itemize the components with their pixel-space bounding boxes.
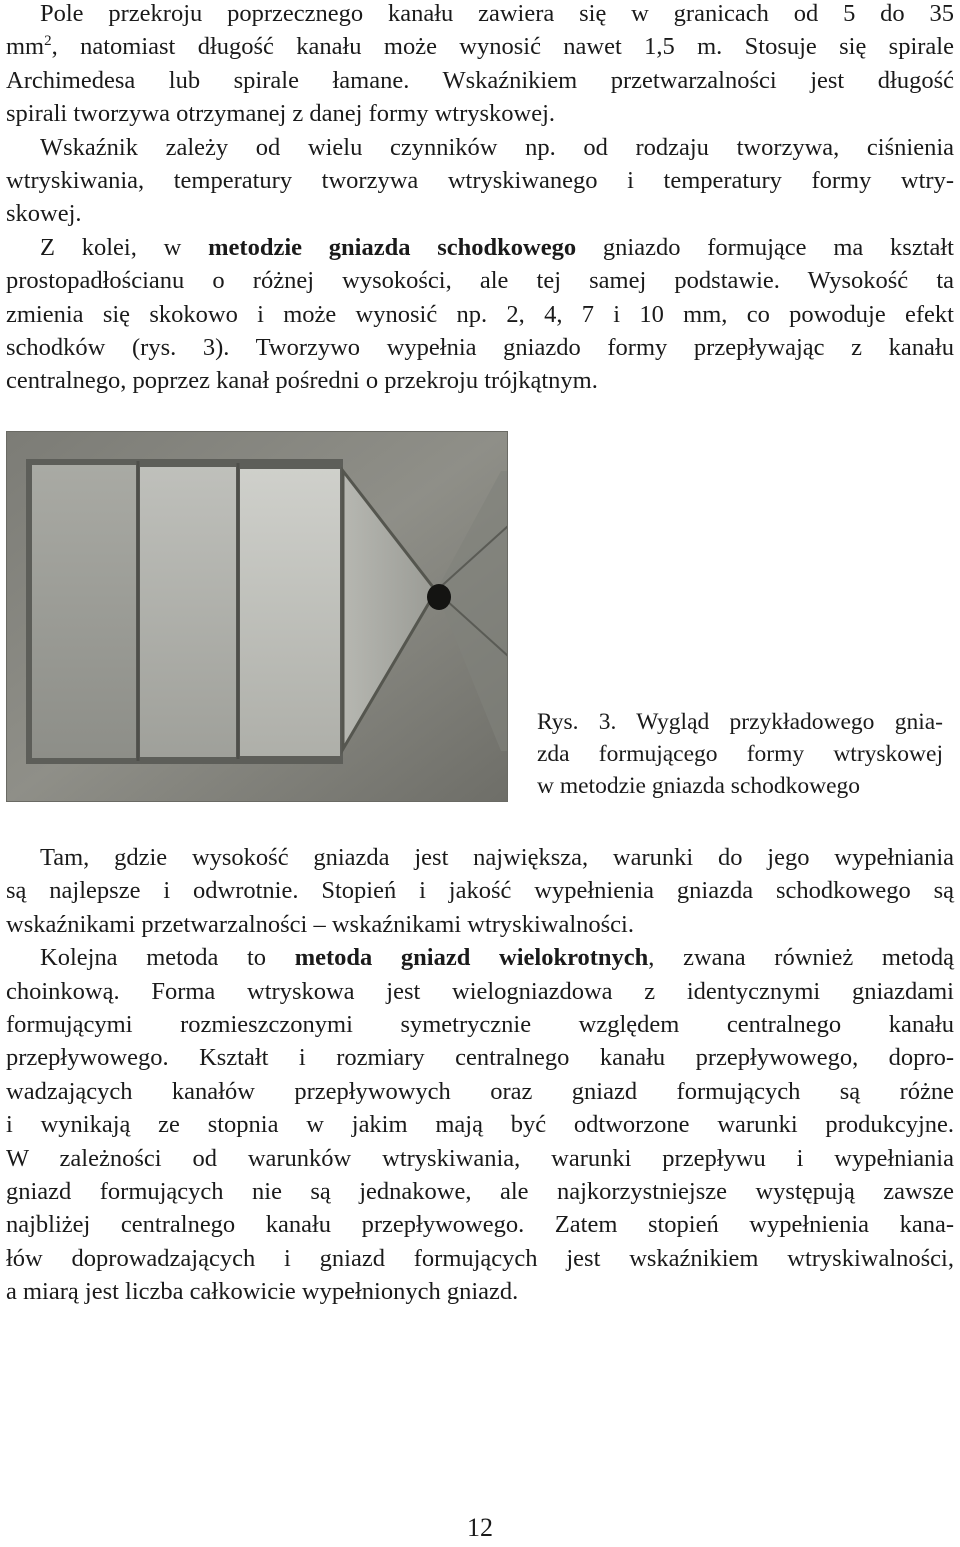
- text-line: [6, 231, 954, 264]
- text-line: łów doprowadzających i gniazd formujących jest wskaźnikiem wtryskiwalności,: [6, 1244, 954, 1272]
- text-fragment: mm: [6, 33, 45, 61]
- text-fragment: , zwana również metodą: [648, 944, 954, 972]
- superscript: 2: [44, 33, 52, 50]
- figure-caption: [537, 706, 943, 802]
- text-line: wadzających kanałów przepływowych oraz gniazd formujących są różne: [6, 1077, 954, 1105]
- text-line: wtryskiwania, temperatury tworzywa wtryskiwanego i temperatury formy wtry-: [6, 167, 954, 195]
- text-line: choinkową. Forma wtryskowa jest wielogniazdowa z identycznymi gniazdami: [6, 977, 954, 1005]
- text-line: i wynikają ze stopnia w jakim mają być odtworzone warunki produkcyjne.: [6, 1111, 954, 1139]
- text-line: [6, 30, 954, 63]
- text-line: Wskaźnik zależy od wielu czynników np. od rodzaju tworzywa, ciśnienia: [40, 133, 954, 161]
- text-line: centralnego, poprzez kanał pośredni o przekroju trójkątnym.: [6, 367, 598, 395]
- text-line: Pole przekroju poprzecznego kanału zawiera się w granicach od 5 do 35: [40, 0, 954, 27]
- caption-line: zda formującego formy wtryskowej: [537, 741, 943, 767]
- text-line: spirali tworzywa otrzymanej z danej formy wtryskowej.: [6, 100, 556, 128]
- text-fragment: Kolejna metoda to: [40, 944, 295, 972]
- text-line: prostopadłościanu o różnej wysokości, ale tej samej podstawie. Wysokość ta: [6, 267, 954, 295]
- text-line: Tam, gdzie wysokość gniazda jest największa, warunki do jego wypełniania: [40, 844, 954, 871]
- text-line: przepływowego. Kształt i rozmiary centralnego kanału przepływowego, dopro-: [6, 1044, 954, 1072]
- caption-line: w metodzie gniazda schodkowego: [537, 773, 861, 799]
- page-number: 12: [467, 1513, 493, 1542]
- text-line: Archimedesa lub spirale łamane. Wskaźnikiem przetwarzalności jest długość: [6, 66, 954, 94]
- text-line: gniazd formujących nie są jednakowe, ale najkorzystniejsze występują zawsze: [6, 1178, 954, 1206]
- text-line: W zależności od warunków wtryskiwania, warunki przepływu i wypełniania: [6, 1144, 954, 1172]
- text-fragment: , natomiast długość kanału może wynosić nawet 1,5 m. Stosuje się spirale: [51, 33, 954, 61]
- bold-term: metoda gniazd wielokrotnych: [294, 944, 649, 972]
- text-line: wskaźnikami przetwarzalności – wskaźnikami wtryskiwalności.: [6, 910, 634, 938]
- text-line: zmienia się skokowo i może wynosić np. 2, 4, 7 i 10 mm, co powoduje efekt: [6, 300, 954, 328]
- caption-line: Rys. 3. Wygląd przykładowego gnia-: [537, 709, 943, 735]
- text-line: najbliżej centralnego kanału przepływowego. Zatem stopień wypełnienia kana-: [6, 1211, 954, 1239]
- paragraph-block-top: [6, 0, 954, 398]
- paragraph-block-bottom: [6, 841, 954, 1309]
- text-line: [6, 941, 954, 974]
- text-line: schodków (rys. 3). Tworzywo wypełnia gniazdo formy przepływając z kanału: [6, 334, 954, 362]
- text-line: formującymi rozmieszczonymi symetrycznie względem centralnego kanału: [6, 1011, 954, 1039]
- text-line: a miarą jest liczba całkowicie wypełnionych gniazd.: [6, 1278, 519, 1306]
- text-fragment: gniazdo formujące ma kształt: [576, 233, 954, 261]
- bold-term: metodzie gniazda schodkowego: [208, 233, 577, 261]
- text-line: są najlepsze i odwrotnie. Stopień i jakość wypełnienia gniazda schodkowego są: [6, 877, 954, 905]
- text-fragment: Z kolei, w: [40, 233, 209, 261]
- mold-cavity-photo: [6, 431, 508, 802]
- text-line: skowej.: [6, 200, 82, 228]
